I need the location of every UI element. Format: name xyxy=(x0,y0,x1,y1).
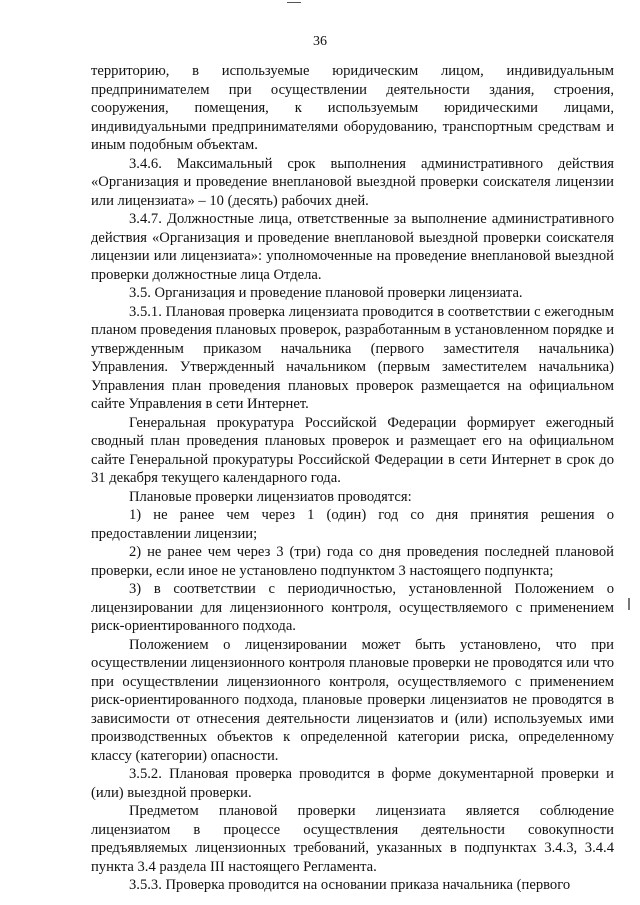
paragraph: 3.5. Организация и проведение плановой проверки лицензиата. xyxy=(129,285,523,301)
scan-mark xyxy=(287,2,301,3)
paragraph: 2) не ранее чем через 3 (три) года со дня проведения последней плановой проверки, если иное не установлено подпунктом 3 настоящего подпункта; xyxy=(91,544,614,579)
paragraph: Плановые проверки лицензиатов проводятся: xyxy=(129,488,412,505)
paragraph: Положением о лицензировании может быть установлено, что при осуществлении лицензионного контроля плановые проверки не проводятся или что при осуществлении лицензионного контроля, осуществляемого с применением риск-ориентированного подхода, плановые проверки лицензиатов не проводятся в зависимости от отнесения деятельности лицензиатов и (или) используемых ими производственных объектов к определенной категории риска, определенному классу (категории) опасности. xyxy=(91,636,614,764)
paragraph: Генеральная прокуратура Российской Федерации формирует ежегодный сводный план проведения плановых проверок и размещает его на официальном сайте Генеральной прокуратуры Российской Федерации в сети Интернет в срок до 31 декабря текущего календарного года. xyxy=(91,414,614,486)
paragraph: 3.5.1. Плановая проверка лицензиата проводится в соответствии с ежегодным планом проведения плановых проверок, разработанным в установленном порядке и утвержденным приказом начальника (первого заместителя начальника) Управления. Утвержденный начальником (первым заместителем начальника) Управления план проведения плановых проверок размещается на официальном сайте Управления в сети Интернет. xyxy=(91,303,614,412)
paragraph: 3.4.6. Максимальный срок выполнения административного действия «Организация и проведение внеплановой выездной проверки соискателя лицензии или лицензиата» – 10 (десять) рабочих дней. xyxy=(91,155,614,209)
paragraph: 3) в соответствии с периодичностью, установленной Положением о лицензировании для лицензионного контроля, осуществляемого с применением риск-ориентированного подхода. xyxy=(91,581,614,634)
paragraph: 3.5.3. Проверка проводится на основании приказа начальника (первого xyxy=(129,877,571,893)
paragraph: Предметом плановой проверки лицензиата является соблюдение лицензиатом в процессе осуществления деятельности совокупности предъявляемых лицензионных требований, указанных в подпунктах 3.4.3, 3.4.4 пункта 3.4 раздела III настоящего Регламента. xyxy=(91,803,614,875)
paragraph: 3.5.2. Плановая проверка проводится в форме документарной проверки и (или) выездной проверки. xyxy=(91,766,614,801)
scan-mark xyxy=(628,598,630,610)
paragraph: территорию, в используемые юридическим лицом, индивидуальным предпринимателем при осуществлении деятельности здания, строения, сооружения, помещения, к используемым юридическими лицами, индивидуальными предпринимателями оборудованию, транспортным средствам и иным подобным объектам. xyxy=(91,63,614,153)
document-body xyxy=(91,62,614,895)
paragraph: 1) не ранее чем через 1 (один) год со дня принятия решения о предоставлении лицензии; xyxy=(91,507,614,542)
page-number: 36 xyxy=(313,34,327,49)
paragraph: 3.4.7. Должностные лица, ответственные за выполнение административного действия «Организация и проведение внеплановой выездной проверки соискателя лицензии или лицензиата»: уполномоченные на проведение внеплановой выездной проверки должностные лица Отдела. xyxy=(91,211,614,283)
